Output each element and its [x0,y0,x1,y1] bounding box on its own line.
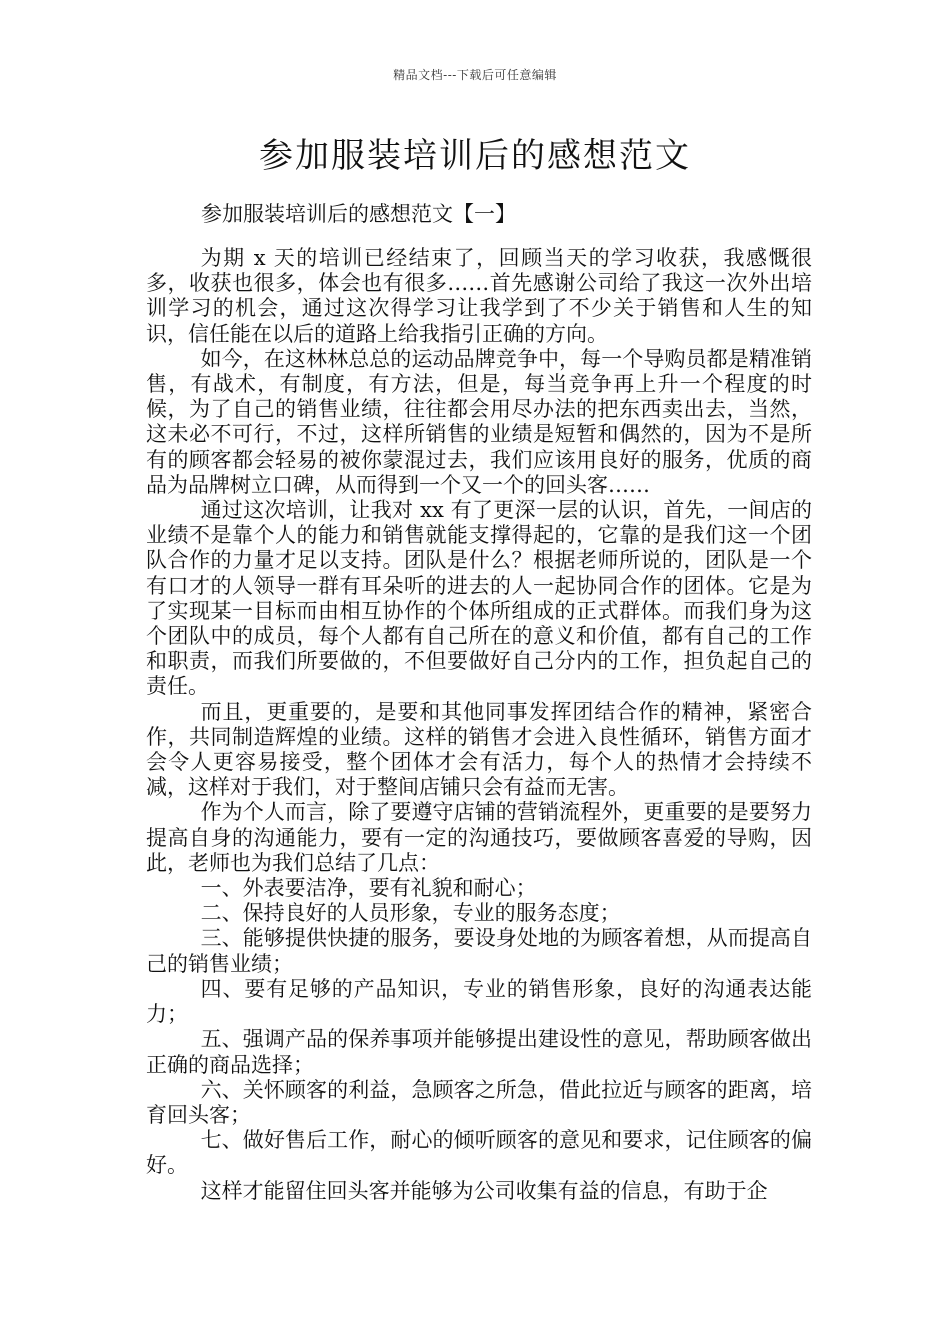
list-item: 六、关怀顾客的利益，急顾客之所急，借此拉近与顾客的距离，培育回头客； [146,1077,812,1127]
paragraph: 如今，在这林林总总的运动品牌竞争中，每一个导购员都是精准销售，有战术，有制度，有方法，但是，每当竞争再上升一个程度的时候，为了自己的销售业绩，往往都会用尽办法的把东西卖出去，当然，这未必不可行，不过，这样所销售的业绩是短暂和偶然的，因为不是所有的顾客都会轻易的被你蒙混过去，我们应该用良好的服务，优质的商品为品牌树立口碑，从而得到一个又一个的回头客…… [146,346,812,497]
list-item: 三、能够提供快捷的服务，要设身处地的为顾客着想，从而提高自己的销售业绩； [146,926,812,976]
list-item: 五、强调产品的保养事项并能够提出建设性的意见，帮助顾客做出正确的商品选择； [146,1027,812,1077]
body-text [146,246,812,1204]
list-item: 四、要有足够的产品知识，专业的销售形象，良好的沟通表达能力； [146,976,812,1027]
paragraph: 这样才能留住回头客并能够为公司收集有益的信息，有助于企 [200,1178,768,1203]
list-item: 七、做好售后工作，耐心的倾听顾客的意见和要求，记住顾客的偏好。 [146,1128,812,1178]
document-title: 参加服装培训后的感想范文 [259,136,691,176]
list-item: 二、保持良好的人员形象，专业的服务态度； [200,901,621,926]
paragraph: 而且，更重要的，是要和其他同事发挥团结合作的精神，紧密合作，共同制造辉煌的业绩。这样的销售才会进入良性循环，销售方面才会令人更容易接受，整个团体才会有活力，每个人的热情才会持续不减，这样对于我们，对于整间店铺只会有益而无害。 [146,699,812,800]
paragraph: 通过这次培训，让我对 xx 有了更深一层的认识，首先，一间店的业绩不是靠个人的能力和销售就能支撑得起的，它靠的是我们这一个团队合作的力量才足以支持。团队是什么？根据老师所说的，团队是一个有口才的人领导一群有耳朵听的进去的人一起协同合作的团体。它是为了实现某一目标而由相互协作的个体所组成的正式群体。而我们身为这个团队中的成员，每个人都有自己所在的意义和价值，都有自己的工作和职责，而我们所要做的，不但要做好自己分内的工作，担负起自己的责任。 [146,498,812,699]
list-item: 一、外表要洁净，要有礼貌和耐心； [200,876,537,901]
header-note: 精品文档---下载后可任意编辑 [393,68,557,82]
section-heading: 参加服装培训后的感想范文【一】 [201,202,516,226]
paragraph: 为期 x 天的培训已经结束了，回顾当天的学习收获，我感慨很多，收获也很多，体会也有很多……首先感谢公司给了我这一次外出培训学习的机会，通过这次得学习让我学到了不少关于销售和人生的知识，信任能在以后的道路上给我指引正确的方向。 [146,246,812,346]
paragraph: 作为个人而言，除了要遵守店铺的营销流程外，更重要的是要努力提高自身的沟通能力，要有一定的沟通技巧，要做顾客喜爱的导购，因此，老师也为我们总结了几点： [146,800,812,875]
